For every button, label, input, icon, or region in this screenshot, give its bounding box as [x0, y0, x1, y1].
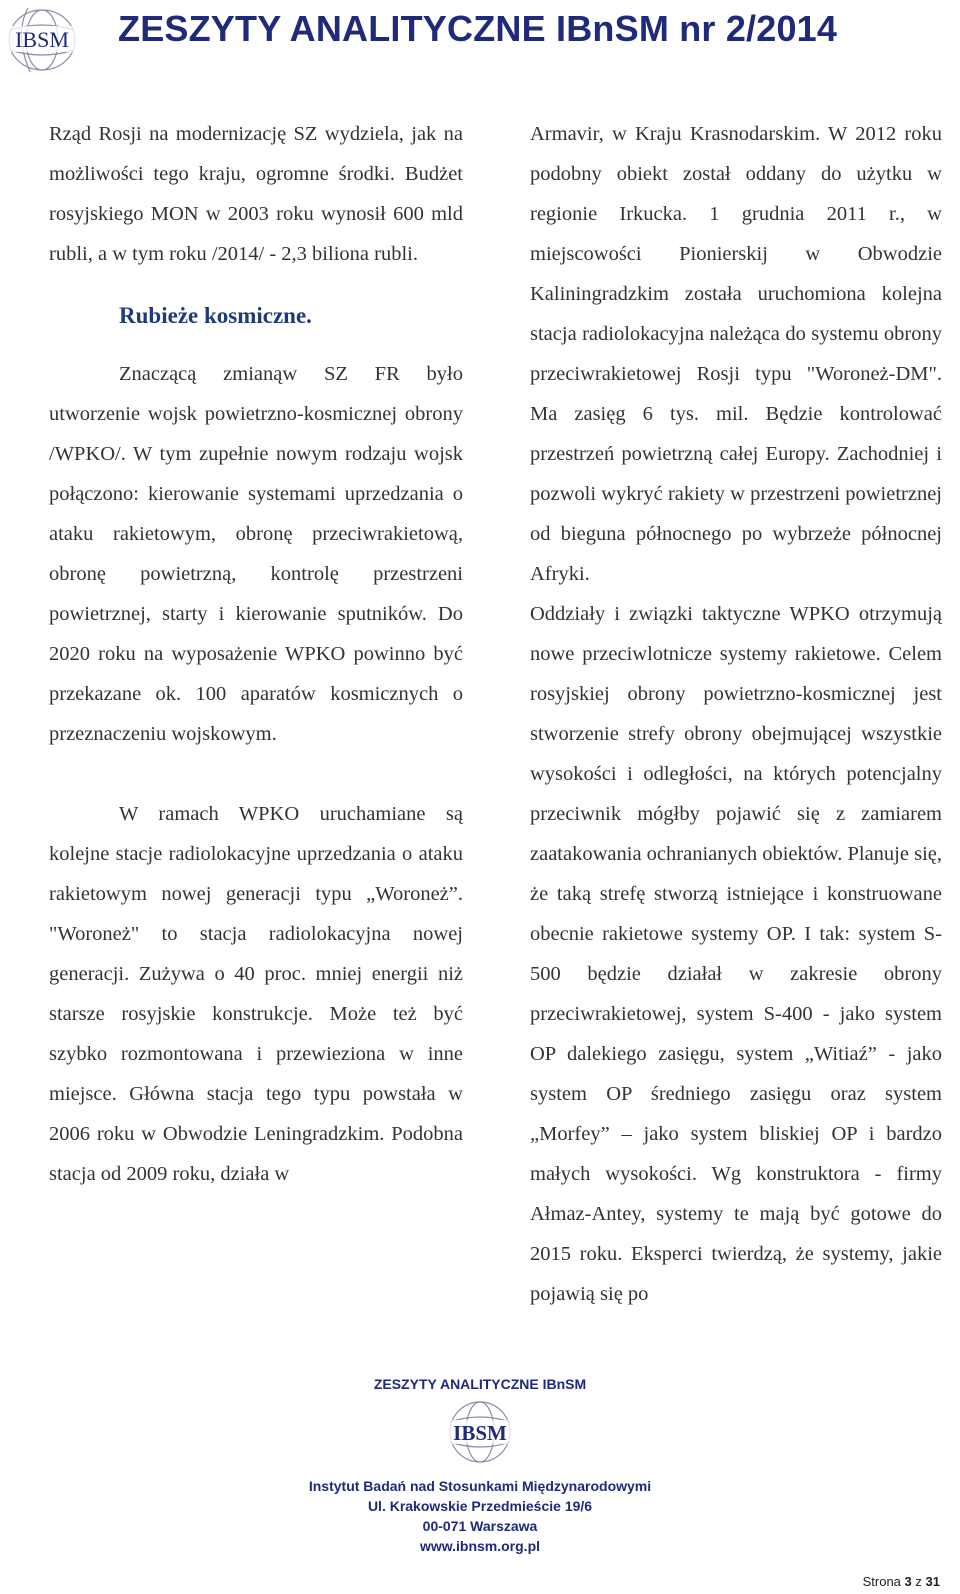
- section-heading: Rubieże kosmiczne.: [119, 303, 312, 328]
- paragraph-gap: [49, 754, 463, 794]
- footer-city: 00-071 Warszawa: [422, 1518, 538, 1534]
- svg-text:IBSM: IBSM: [453, 1421, 507, 1445]
- paragraph-systems: Oddziały i związki taktyczne WPKO otrzymują nowe przeciwlotnicze systemy rakietowe. Celem rosyjskiej obrony powietrzno-kosmicznej jest stworzenie strefy obrony obejmującej wszystkie wysokości i odległości, na których potencjalny przeciwnik mógłby pojawić się z zamiarem zaatakowania ochranianych obiektów. Planuje się, że taką strefę stworzą istniejące i konstruowane obecnie rakietowe systemy OP. I tak: system S-500 będzie działał w zakresie obrony przeciwrakietowej, system S-400 - jako system OP dalekiego zasięgu, system „Witiaź” - jako system OP średniego zasięgu oraz system „Morfey” – jako system bliskiej OP i bardzo małych wysokości. Wg konstruktora - firmy Ałmaz-Antey, systemy te mają być gotowe do 2015 roku. Eksperci twierdzą, że systemy, jakie pojawią się po: [530, 603, 942, 1305]
- footer-title: ZESZYTY ANALITYCZNE IBnSM: [373, 1376, 587, 1392]
- page-label: Strona: [862, 1574, 901, 1589]
- page-total: 31: [925, 1574, 940, 1589]
- paragraph-wpko: Znaczącą zmianąw SZ FR było utworzenie wojsk powietrzno-kosmicznej obrony /WPKO/. W tym zupełnie nowym rodzaju wojsk połączono: kierowanie systemami uprzedzania o ataku rakietowym, obronę przeciwrakietową, obronę powietrzną, kontrolę przestrzeni powietrznej, starty i kierowanie sputników. Do 2020 roku na wyposażenie WPKO powinno być przekazane ok. 100 aparatów kosmicznych o przeznaczeniu wojskowym.: [49, 363, 463, 745]
- page-current: 3: [904, 1574, 912, 1589]
- right-column: [530, 114, 942, 1314]
- page-of: z: [915, 1574, 922, 1589]
- page-title: ZESZYTY ANALITYCZNE IBnSM nr 2/2014: [118, 8, 838, 49]
- left-column: [49, 114, 463, 1194]
- paragraph-radar: W ramach WPKO uruchamiane są kolejne stacje radiolokacyjne uprzedzania o ataku rakietowym nowej generacji typu „Woroneż”. "Woroneż" to stacja radiolokacyjna nowej generacji. Zużywa o 40 proc. mniej energii niż starsze rosyjskie konstrukcje. Może też być szybko rozmontowana i przewieziona w inne miejsce. Główna stacja tego typu powstała w 2006 roku w Obwodzie Leningradzkim. Podobna stacja od 2009 roku, działa w: [49, 803, 463, 1185]
- paragraph-budget: Rząd Rosji na modernizację SZ wydziela, jak na możliwości tego kraju, ogromne środki. Budżet rosyjskiego MON w 2003 roku wynosił 600 mld rubli, a w tym roku /2014/ - 2,3 biliona rubli.: [49, 123, 463, 265]
- footer-institute: Instytut Badań nad Stosunkami Międzynarodowymi: [308, 1478, 652, 1494]
- footer-address: Ul. Krakowskie Przedmieście 19/6: [367, 1498, 593, 1514]
- paragraph-radar-continued: Armavir, w Kraju Krasnodarskim. W 2012 roku podobny obiekt został oddany do użytku w regionie Irkucka. 1 grudnia 2011 r., w miejscowości Pionierskij w Obwodzie Kaliningradzkim została uruchomiona kolejna stacja radiolokacyjna należąca do systemu obrony przeciwrakietowej Rosji typu "Woroneż-DM". Ma zasięg 6 tys. mil. Będzie kontrolować przestrzeń powietrzną całej Europy. Zachodniej i pozwoli wykryć rakiety w przestrzeni powietrznej od bieguna północnego po wybrzeże północnej Afryki.: [530, 123, 942, 585]
- svg-text:IBSM: IBSM: [15, 27, 69, 52]
- page-footer: [0, 1376, 960, 1556]
- footer-ibsm-logo: [440, 1398, 520, 1466]
- page-header: [0, 0, 960, 90]
- ibsm-logo: [4, 4, 80, 74]
- page-number: [863, 1574, 940, 1589]
- footer-website-link[interactable]: www.ibnsm.org.pl: [419, 1538, 541, 1554]
